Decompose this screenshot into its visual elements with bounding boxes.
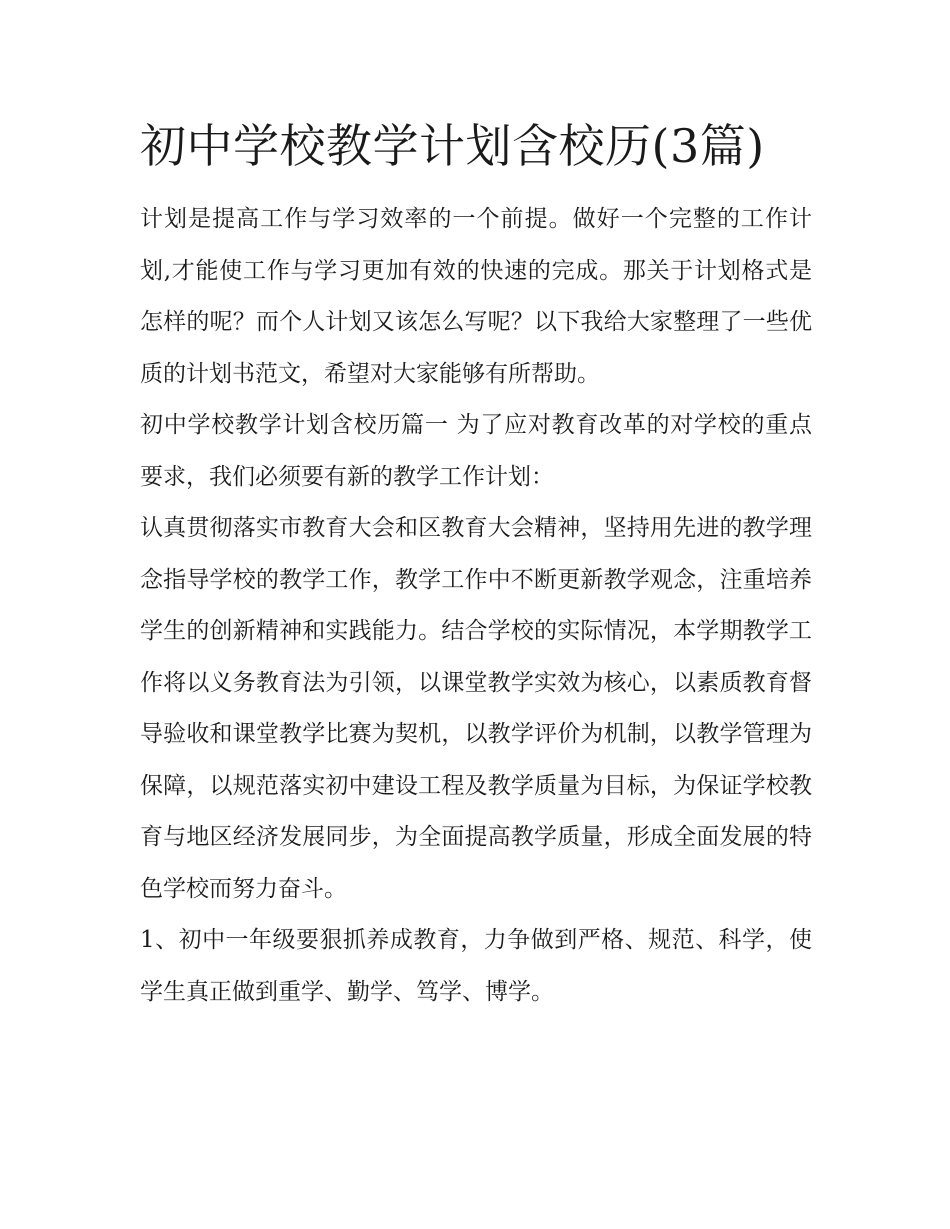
document-page (140, 112, 812, 1018)
section-heading-paragraph: 初中学校教学计划含校历篇一 为了应对教育改革的对学校的重点要求，我们必须要有新的教学工作计划： (140, 412, 812, 490)
document-title: 初中学校教学计划含校历(3篇) (140, 119, 765, 173)
intro-paragraph: 计划是提高工作与学习效率的一个前提。做好一个完整的工作计划,才能使工作与学习更加有效的快速的完成。那关于计划格式是怎样的呢？而个人计划又该怎么写呢？以下我给大家整理了一些优质的计划书范文，希望对大家能够有所帮助。 (140, 206, 812, 387)
body-paragraph: 认真贯彻落实市教育大会和区教育大会精神，坚持用先进的教学理念指导学校的教学工作，教学工作中不断更新教学观念，注重培养学生的创新精神和实践能力。结合学校的实际情况，本学期教学工作将以义务教育法为引领，以课堂教学实效为核心，以素质教育督导验收和课堂教学比赛为契机，以教学评价为机制，以教学管理为保障，以规范落实初中建设工程及教学质量为目标，为保证学校教育与地区经济发展同步，为全面提高教学质量，形成全面发展的特色学校而努力奋斗。 (140, 515, 812, 902)
list-item-paragraph: 1、初中一年级要狠抓养成教育，力争做到严格、规范、科学，使学生真正做到重学、勤学、笃学、博学。 (140, 927, 812, 1005)
